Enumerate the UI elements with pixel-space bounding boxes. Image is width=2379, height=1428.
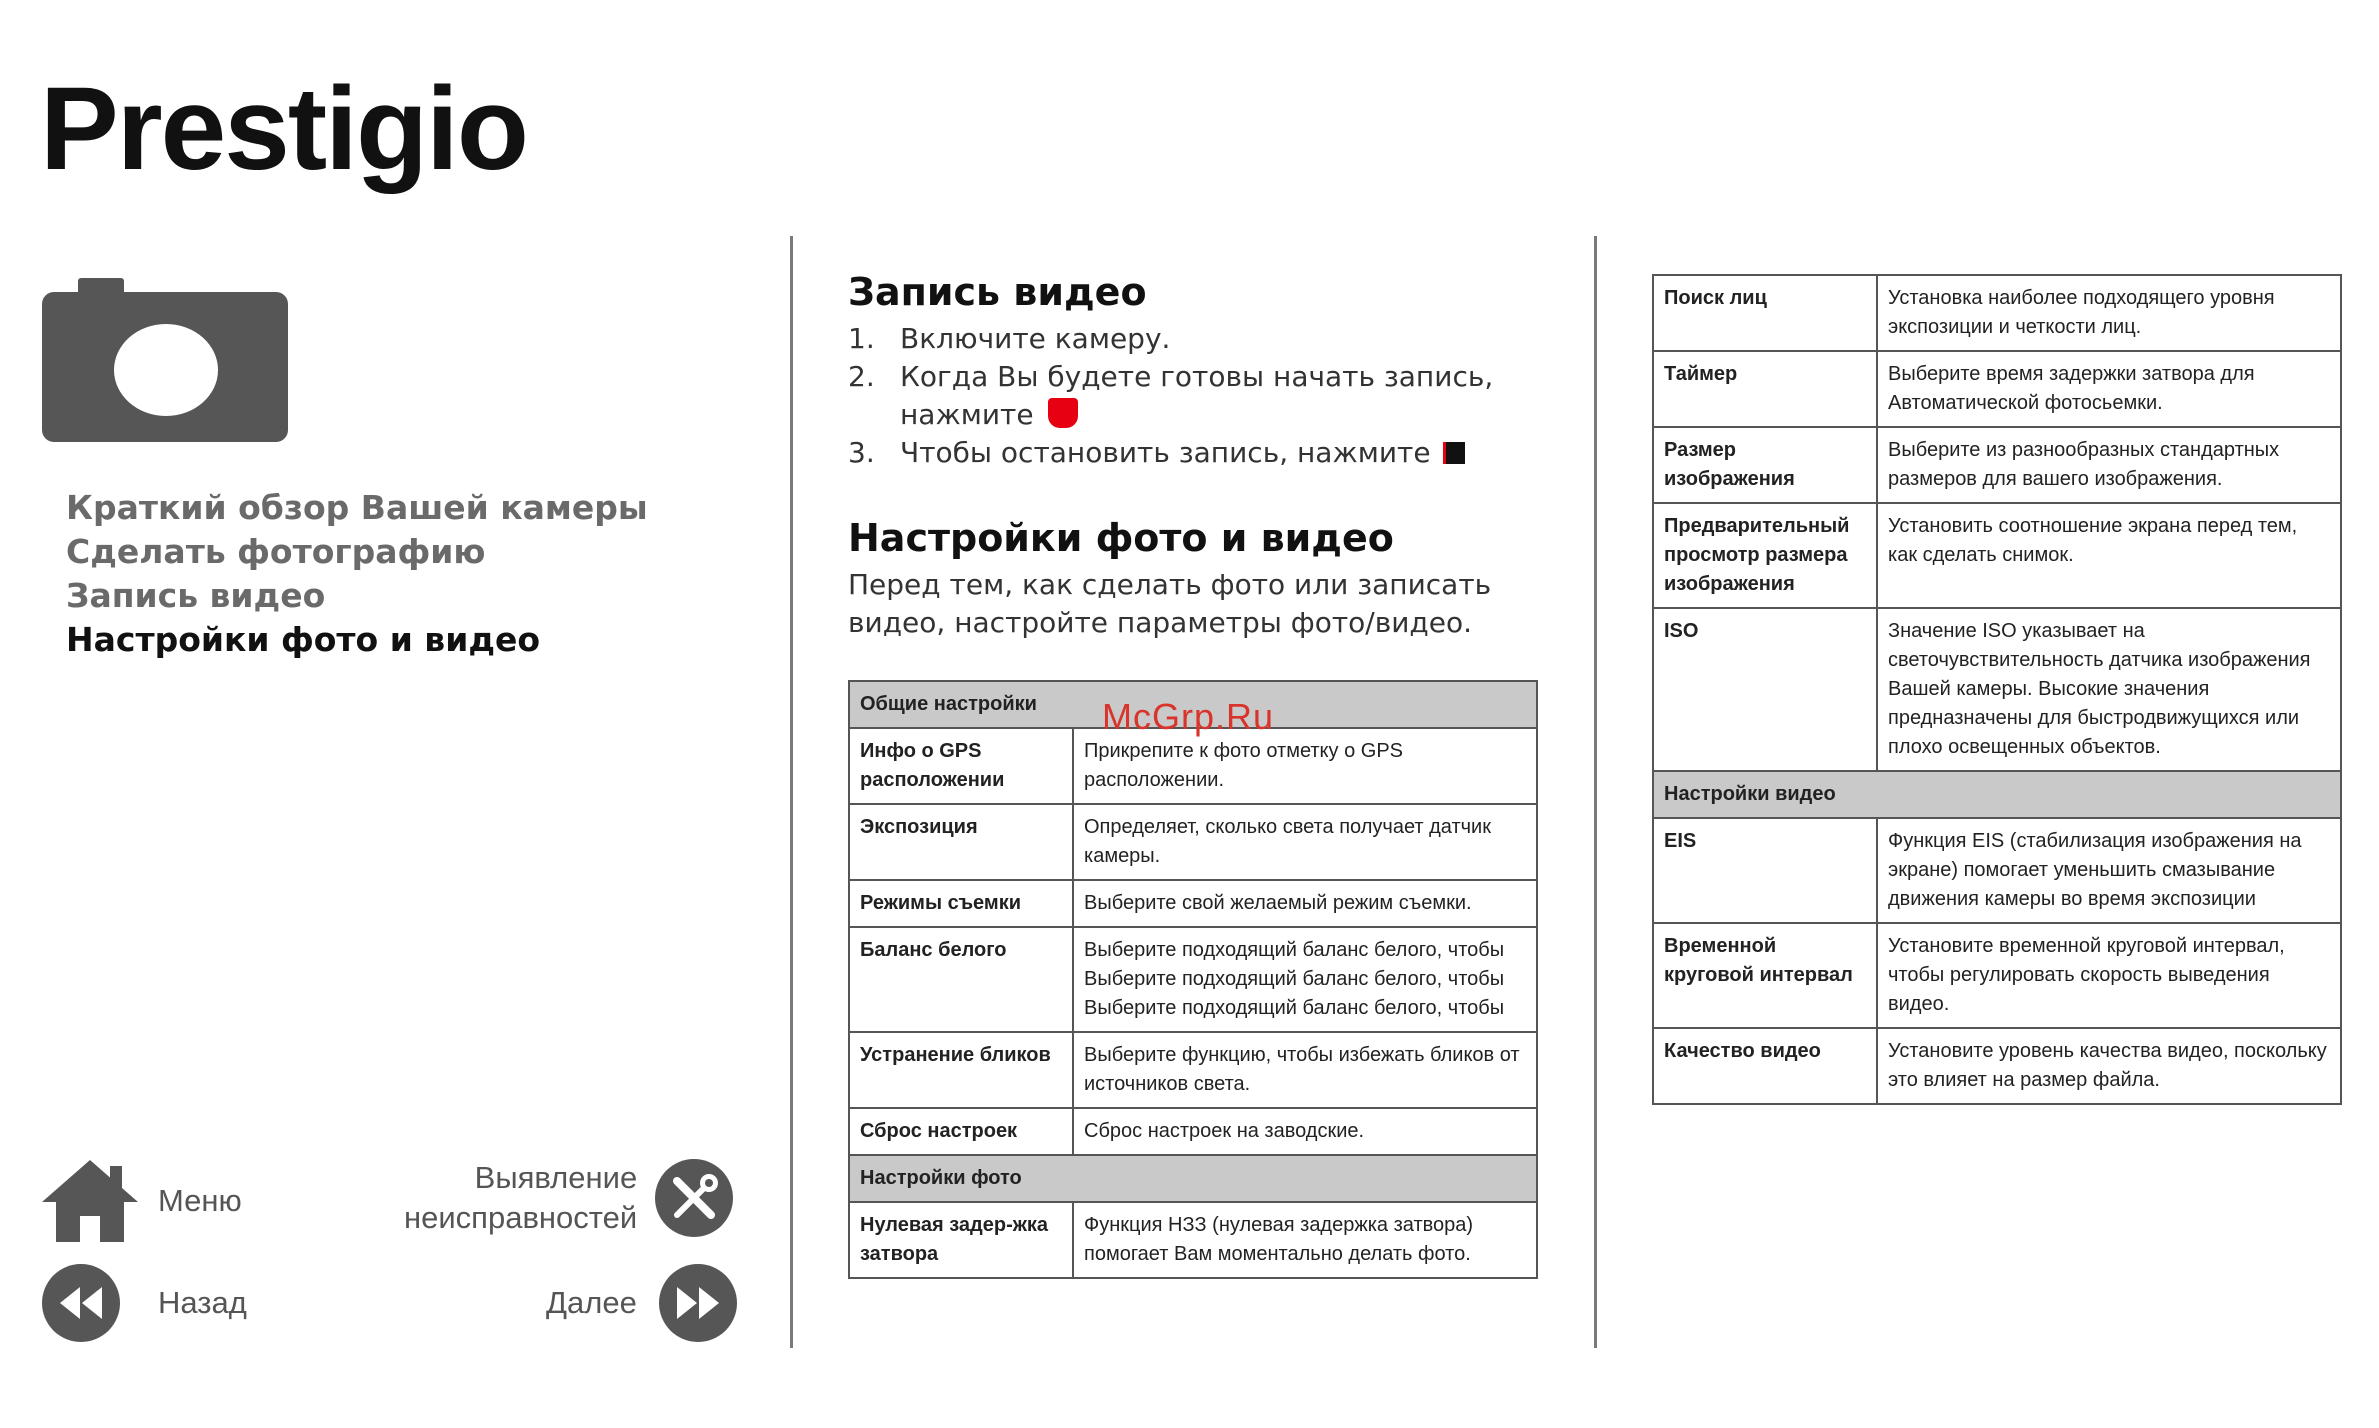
next-button[interactable]	[546, 1264, 737, 1342]
table-row: EIS Функция EIS (стабилизация изображения на экране) помогает уменьшить смазывание движения камеры во время экспозиции	[1653, 818, 2341, 923]
general-settings-table	[848, 680, 1538, 1279]
list-item: 3. Чтобы остановить запись, нажмите	[848, 434, 1548, 472]
table-row: Размер изображения Выберите из разнообразных стандартных размеров для вашего изображения.	[1653, 427, 2341, 503]
troubleshooting-button[interactable]	[404, 1158, 733, 1238]
table-row: Устранение бликов Выберите функцию, чтобы избежать бликов от источников света.	[849, 1032, 1537, 1108]
tools-icon	[655, 1159, 733, 1237]
record-steps	[848, 320, 1548, 472]
record-start-icon	[1048, 398, 1078, 428]
settings-intro: Перед тем, как сделать фото или записать видео, настройте параметры фото/видео.	[848, 568, 1492, 639]
toc-item-record-video[interactable]: Запись видео	[66, 576, 326, 615]
toc-item-photo-video-settings[interactable]: Настройки фото и видео	[66, 620, 541, 659]
table-section-header: Настройки фото	[849, 1155, 1537, 1202]
toc-item-take-photo[interactable]: Сделать фотографию	[66, 532, 486, 571]
column-divider-right	[1594, 236, 1597, 1348]
prestigio-logo: Prestigio	[40, 63, 527, 195]
next-label: Далее	[546, 1285, 637, 1320]
table-row: Поиск лиц Установка наиболее подходящего уровня экспозиции и четкости лиц.	[1653, 275, 2341, 351]
camera-icon	[42, 278, 288, 442]
list-item: 1. Включите камеру.	[848, 322, 1171, 355]
home-icon	[40, 1158, 140, 1244]
table-row: Инфо о GPS расположении Прикрепите к фото отметку о GPS расположении.	[849, 728, 1537, 804]
photo-video-settings-table	[1652, 274, 2342, 1105]
fast-forward-icon	[659, 1264, 737, 1342]
table-row: Сброс настроек Сброс настроек на заводские.	[849, 1108, 1537, 1155]
table-row: Качество видео Установите уровень качества видео, поскольку это влияет на размер файла.	[1653, 1028, 2341, 1104]
table-of-contents	[66, 486, 648, 662]
table-section-header: Общие настройки	[849, 681, 1537, 728]
menu-button[interactable]	[40, 1158, 242, 1244]
table-row: Баланс белого Выберите подходящий баланс белого, чтобы Выберите подходящий баланс белого, чтобы Выберите подходящий баланс белого, чтобы	[849, 927, 1537, 1032]
table-row: Временной круговой интервал Установите временной круговой интервал, чтобы регулировать скорость выведения видео.	[1653, 923, 2341, 1028]
menu-label: Меню	[158, 1183, 242, 1218]
toc-item-overview[interactable]: Краткий обзор Вашей камеры	[66, 488, 648, 527]
troubleshooting-label-line2: неисправностей	[404, 1200, 638, 1235]
list-item: 2. Когда Вы будете готовы начать запись, нажмите	[848, 360, 1494, 431]
watermark: McGrp.Ru	[1102, 696, 1275, 737]
table-row: Нулевая задер-жка затвора Функция НЗЗ (нулевая задержка затвора) помогает Вам моментально делать фото.	[849, 1202, 1537, 1278]
settings-title: Настройки фото и видео	[848, 516, 1394, 560]
record-video-section	[848, 268, 1548, 642]
table-row: Экспозиция Определяет, сколько света получает датчик камеры.	[849, 804, 1537, 880]
table-row: Предварительный просмотр размера изображения Установить соотношение экрана перед тем, как сделать снимок.	[1653, 503, 2341, 608]
record-stop-icon	[1443, 442, 1465, 464]
table-row: Таймер Выберите время задержки затвора для Автоматической фотосьемки.	[1653, 351, 2341, 427]
table-row: ISO Значение ISO указывает на светочувствительность датчика изображения Вашей камеры. Высокие значения предназначены для быстродвижущихся или плохо освещенных объектов.	[1653, 608, 2341, 771]
table-row: Режимы съемки Выберите свой желаемый режим съемки.	[849, 880, 1537, 927]
column-divider-left	[790, 236, 793, 1348]
table-section-header: Настройки видео	[1653, 771, 2341, 818]
back-label-text: Назад	[158, 1285, 247, 1320]
record-video-title: Запись видео	[848, 270, 1147, 314]
back-button[interactable]	[42, 1264, 247, 1342]
rewind-icon	[42, 1264, 120, 1342]
troubleshooting-label-line1: Выявление	[474, 1160, 638, 1195]
